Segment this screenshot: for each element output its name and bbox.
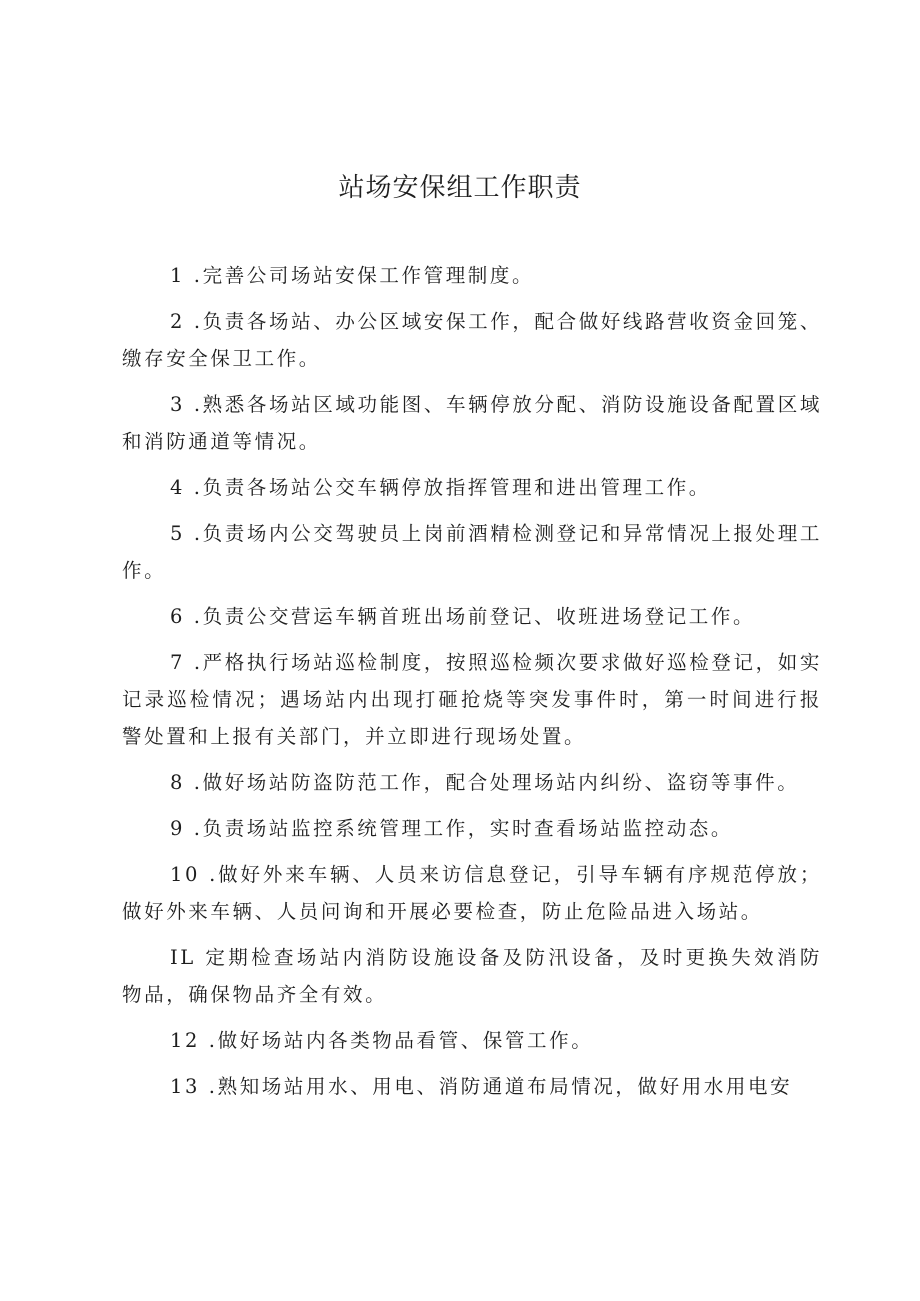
paragraph-2: 2 .负责各场站、办公区域安保工作，配合做好线路营收资金回笼、缴存安全保卫工作。 bbox=[122, 310, 822, 370]
paragraph-10: 10 .做好外来车辆、人员来访信息登记，引导车辆有序规范停放；做好外来车辆、人员问询和开展必要检查，防止危险品进入场站。 bbox=[122, 863, 822, 923]
paragraph-6: 6 .负责公交营运车辆首班出场前登记、收班进场登记工作。 bbox=[170, 605, 756, 628]
paragraph-5: 5 .负责场内公交驾驶员上岗前酒精检测登记和异常情况上报处理工作。 bbox=[122, 522, 822, 582]
paragraph-8: 8 .做好场站防盗防范工作，配合处理场站内纠纷、盗窃等事件。 bbox=[170, 771, 800, 794]
paragraph-4: 4 .负责各场站公交车辆停放指挥管理和进出管理工作。 bbox=[170, 476, 711, 499]
document-title: 站场安保组工作职责 bbox=[338, 173, 582, 203]
paragraph-3: 3 .熟悉各场站区域功能图、车辆停放分配、消防设施设备配置区域和消防通道等情况。 bbox=[122, 393, 822, 453]
paragraph-9: 9 .负责场站监控系统管理工作，实时查看场站监控动态。 bbox=[170, 817, 734, 840]
paragraph-12: 12 .做好场站内各类物品看管、保管工作。 bbox=[170, 1029, 594, 1052]
document-body bbox=[122, 257, 822, 1114]
paragraph-1: 1 .完善公司场站安保工作管理制度。 bbox=[170, 264, 535, 287]
paragraph-11: IL 定期检查场站内消防设施设备及防汛设备，及时更换失效消防物品，确保物品齐全有效。 bbox=[122, 946, 822, 1006]
paragraph-13: 13 .熟知场站用水、用电、消防通道布局情况，做好用水用电安 bbox=[170, 1075, 793, 1098]
paragraph-7: 7 .严格执行场站巡检制度，按照巡检频次要求做好巡检登记，如实记录巡检情况；遇场站内出现打砸抢烧等突发事件时，第一时间进行报警处置和上报有关部门，并立即进行现场处置。 bbox=[122, 651, 822, 748]
